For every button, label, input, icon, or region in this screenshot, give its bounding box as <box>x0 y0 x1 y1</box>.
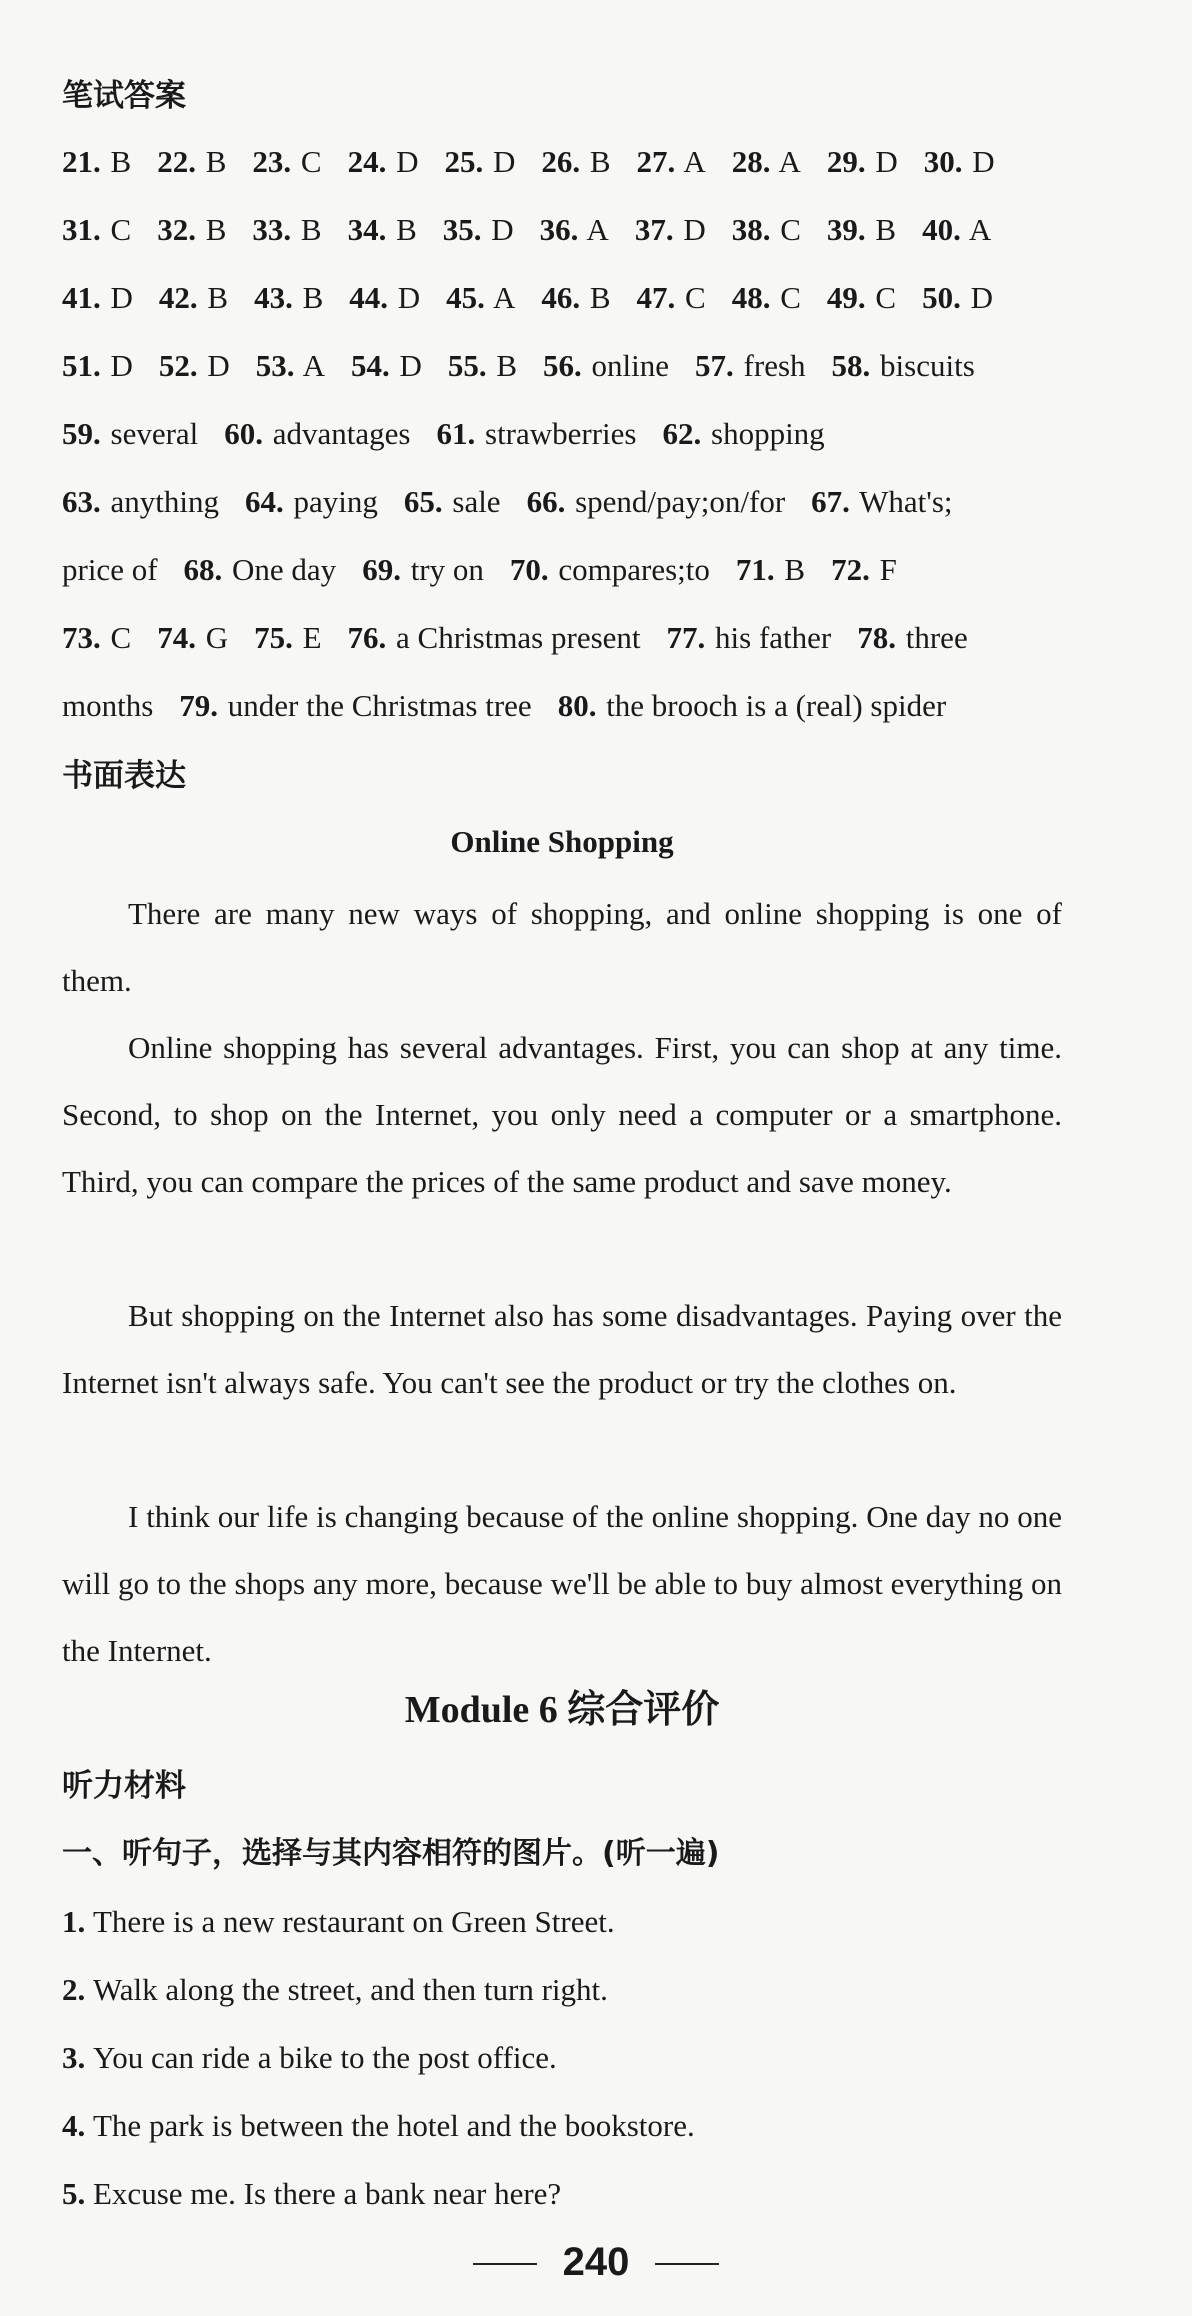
answer-item <box>245 482 378 522</box>
answer-item <box>62 550 158 590</box>
question-number: 42. <box>158 280 198 315</box>
question-number: 33. <box>252 212 292 247</box>
answer-value: B <box>102 144 132 179</box>
answer-value: under the Christmas tree <box>220 688 532 723</box>
answer-item <box>527 482 786 522</box>
question-number: 70. <box>509 552 549 587</box>
question-number: 39. <box>826 212 866 247</box>
answer-value: his father <box>707 620 832 655</box>
answer-item <box>922 210 991 250</box>
question-number: 79. <box>179 688 219 723</box>
question-number: 61. <box>436 416 476 451</box>
answer-item <box>157 210 226 250</box>
answer-item <box>695 346 805 386</box>
answer-row <box>62 618 994 658</box>
answer-value: B <box>197 144 227 179</box>
item-text: Excuse me. Is there a bank near here? <box>93 2176 562 2211</box>
item-number: 4. <box>62 2108 93 2143</box>
answer-item <box>827 278 896 318</box>
answer-value: B <box>199 280 229 315</box>
question-number: 67. <box>811 484 850 519</box>
question-number: 40. <box>922 212 961 247</box>
answer-value: shopping <box>703 416 825 451</box>
question-number: 50. <box>922 280 961 315</box>
answer-item <box>62 618 131 658</box>
answer-value: D <box>675 212 706 247</box>
essay-paragraph-2: Online shopping has several advantages. First, you can shop at any time. Second, to shop on the Internet, you only need a computer or a smartphone. Third, you can compare the prices of the same product and save money. <box>62 1030 1062 1199</box>
answer-value: B <box>776 552 806 587</box>
answer-value: D <box>867 144 898 179</box>
answer-value: A <box>486 280 516 315</box>
answer-item <box>437 414 637 454</box>
question-number: 32. <box>157 212 196 247</box>
answer-value: What's; <box>851 484 953 519</box>
answer-item <box>922 278 993 318</box>
answer-item <box>348 210 417 250</box>
answer-item <box>667 618 832 658</box>
listening-item <box>62 2038 557 2078</box>
answer-item <box>256 346 325 386</box>
answer-value: A <box>772 144 801 179</box>
answer-item <box>637 278 706 318</box>
question-number: 24. <box>347 144 387 179</box>
answer-item <box>446 278 515 318</box>
answer-item <box>62 414 198 454</box>
answer-value: B <box>582 144 611 179</box>
answer-value: C <box>677 280 706 315</box>
answer-item <box>857 618 967 658</box>
answer-value: C <box>772 280 801 315</box>
module-title: Module 6 综合评价 <box>404 1689 720 1731</box>
item-number: 1. <box>62 1904 93 1939</box>
answer-item <box>444 142 515 182</box>
answer-item <box>362 550 484 590</box>
question-number: 62. <box>662 416 702 451</box>
answer-value: B <box>388 212 417 247</box>
answer-value: F <box>871 552 897 587</box>
question-number: 56. <box>543 348 582 383</box>
item-number: 3. <box>62 2040 93 2075</box>
question-number: 54. <box>350 348 390 383</box>
answer-item <box>732 210 801 250</box>
answer-value: the brooch is a (real) spider <box>598 688 947 723</box>
answer-row <box>62 482 979 522</box>
answer-item <box>254 278 323 318</box>
question-number: 29. <box>826 144 866 179</box>
question-number: 31. <box>62 212 101 247</box>
question-number: 30. <box>923 144 963 179</box>
answer-item <box>62 142 131 182</box>
essay-paragraph-1: There are many new ways of shopping, and online shopping is one of them. <box>62 896 1062 998</box>
answer-item <box>157 618 228 658</box>
answer-value: B <box>293 212 322 247</box>
question-number: 25. <box>444 144 484 179</box>
question-number: 69. <box>362 552 401 587</box>
question-number: 55. <box>447 348 487 383</box>
answer-value: C <box>772 212 801 247</box>
essay-paragraph-3: But shopping on the Internet also has some disadvantages. Paying over the Internet isn't always safe. You can't see the product or try the clothes on. <box>62 1298 1062 1400</box>
question-number: 45. <box>446 280 485 315</box>
question-number: 75. <box>254 620 293 655</box>
answer-value: price of <box>62 552 158 587</box>
question-number: 28. <box>731 144 771 179</box>
answer-value: D <box>483 212 514 247</box>
answer-item <box>349 278 420 318</box>
question-number: 48. <box>731 280 771 315</box>
answer-value: advantages <box>265 416 411 451</box>
question-number: 64. <box>245 484 284 519</box>
answer-item <box>62 686 153 726</box>
question-number: 52. <box>158 348 198 383</box>
answer-value: D <box>964 144 995 179</box>
answer-value: B <box>294 280 324 315</box>
essay-paragraph-4: I think our life is changing because of the online shopping. One day no one will go to the shops any more, because we'll be able to buy almost everything on the Internet. <box>62 1499 1062 1668</box>
answer-row <box>62 414 851 454</box>
answer-value: paying <box>285 484 378 519</box>
question-number: 57. <box>695 348 734 383</box>
item-text: There is a new restaurant on Green Street. <box>93 1904 615 1939</box>
listening-instruction: 一、听句子，选择与其内容相符的图片。(听一遍) <box>62 1836 720 1871</box>
item-text: The park is between the hotel and the bookstore. <box>93 2108 695 2143</box>
question-number: 37. <box>634 212 674 247</box>
answer-row <box>62 686 972 726</box>
answer-item <box>184 550 337 590</box>
answer-value: One day <box>224 552 337 587</box>
answer-value: try on <box>402 552 484 587</box>
question-number: 34. <box>347 212 387 247</box>
answer-item <box>159 346 230 386</box>
answer-value: B <box>867 212 897 247</box>
section-heading-answers: 笔试答案 <box>62 78 186 114</box>
answer-value: biscuits <box>872 348 975 383</box>
question-number: 72. <box>831 552 870 587</box>
answer-item <box>541 142 610 182</box>
essay-title: Online Shopping <box>450 824 674 859</box>
answer-item <box>831 550 897 590</box>
question-number: 23. <box>252 144 292 179</box>
answer-value: spend/pay;on/for <box>567 484 786 519</box>
question-number: 58. <box>831 348 871 383</box>
answer-item <box>224 414 410 454</box>
listening-item <box>62 2174 561 2214</box>
question-number: 35. <box>442 212 482 247</box>
answer-value: B <box>582 280 611 315</box>
answer-value: three <box>898 620 968 655</box>
answer-item <box>62 482 219 522</box>
answer-value: D <box>199 348 230 383</box>
answer-item <box>510 550 710 590</box>
answer-value: G <box>197 620 229 655</box>
answer-value: A <box>580 212 609 247</box>
question-number: 43. <box>254 280 293 315</box>
answer-value: online <box>583 348 670 383</box>
answer-value: B <box>197 212 227 247</box>
answer-item <box>62 210 131 250</box>
question-number: 59. <box>62 416 101 451</box>
answer-value: A <box>962 212 992 247</box>
answer-item <box>635 210 706 250</box>
question-number: 76. <box>347 620 387 655</box>
answer-item <box>827 142 898 182</box>
answer-item <box>348 142 419 182</box>
answer-value: D <box>388 144 419 179</box>
answer-value: months <box>62 688 154 723</box>
answer-value: anything <box>102 484 219 519</box>
answer-value: D <box>102 348 133 383</box>
answer-item <box>832 346 975 386</box>
question-number: 41. <box>62 280 101 315</box>
question-number: 78. <box>857 620 896 655</box>
question-number: 65. <box>403 484 443 519</box>
answer-item <box>252 210 321 250</box>
answer-item <box>732 278 801 318</box>
answer-value: A <box>296 348 325 383</box>
answer-item <box>736 550 805 590</box>
answer-item <box>348 618 641 658</box>
answer-value: C <box>293 144 322 179</box>
question-number: 77. <box>666 620 706 655</box>
question-number: 47. <box>636 280 676 315</box>
item-number: 2. <box>62 1972 93 2007</box>
answer-item <box>62 346 133 386</box>
question-number: 80. <box>557 688 597 723</box>
question-number: 66. <box>526 484 566 519</box>
answer-item <box>252 142 321 182</box>
answer-row <box>62 142 1021 182</box>
answer-value: strawberries <box>477 416 637 451</box>
item-text: Walk along the street, and then turn right. <box>93 1972 608 2007</box>
question-number: 21. <box>62 144 101 179</box>
answer-item <box>62 278 133 318</box>
answer-row <box>62 550 923 590</box>
answer-value: fresh <box>735 348 806 383</box>
answer-value: sale <box>444 484 501 519</box>
answer-item <box>404 482 501 522</box>
answer-item <box>732 142 801 182</box>
answer-item <box>448 346 517 386</box>
answer-value: a Christmas present <box>388 620 641 655</box>
answer-value: B <box>488 348 518 383</box>
answer-item <box>157 142 226 182</box>
question-number: 44. <box>349 280 389 315</box>
answer-item <box>637 142 706 182</box>
listening-item <box>62 2106 695 2146</box>
question-number: 51. <box>62 348 101 383</box>
answer-value: D <box>485 144 516 179</box>
question-number: 71. <box>735 552 775 587</box>
answer-value: E <box>294 620 322 655</box>
section-heading-listening: 听力材料 <box>62 1768 186 1804</box>
answer-item <box>541 278 610 318</box>
question-number: 60. <box>224 416 264 451</box>
answer-item <box>443 210 514 250</box>
answer-value: D <box>962 280 993 315</box>
answer-item <box>558 686 947 726</box>
answer-item <box>924 142 995 182</box>
question-number: 36. <box>539 212 579 247</box>
answer-item <box>254 618 321 658</box>
item-text: You can ride a bike to the post office. <box>93 2040 557 2075</box>
answer-value: C <box>102 212 132 247</box>
answer-row <box>62 210 1017 250</box>
answer-value: A <box>677 144 706 179</box>
answer-row <box>62 346 1001 386</box>
answer-value: several <box>102 416 199 451</box>
answer-value: D <box>390 280 421 315</box>
listening-item <box>62 1902 615 1942</box>
answer-item <box>811 482 952 522</box>
question-number: 27. <box>636 144 676 179</box>
question-number: 53. <box>255 348 295 383</box>
question-number: 38. <box>731 212 771 247</box>
answer-value: C <box>867 280 897 315</box>
answer-item <box>543 346 669 386</box>
answer-item <box>179 686 531 726</box>
question-number: 46. <box>541 280 581 315</box>
answer-value: C <box>102 620 132 655</box>
question-number: 68. <box>183 552 223 587</box>
answer-value: D <box>391 348 422 383</box>
answer-item <box>663 414 825 454</box>
answer-value: compares;to <box>550 552 710 587</box>
question-number: 49. <box>826 280 866 315</box>
question-number: 63. <box>62 484 101 519</box>
answer-row <box>62 278 1019 318</box>
answer-item <box>827 210 896 250</box>
question-number: 74. <box>157 620 196 655</box>
question-number: 73. <box>62 620 101 655</box>
question-number: 22. <box>157 144 196 179</box>
item-number: 5. <box>62 2176 93 2211</box>
listening-item <box>62 1970 608 2010</box>
section-heading-writing: 书面表达 <box>62 758 186 794</box>
page-number: 240 <box>0 2240 1192 2285</box>
answer-item <box>159 278 228 318</box>
answer-value: D <box>102 280 133 315</box>
answer-item <box>351 346 422 386</box>
answer-item <box>540 210 609 250</box>
question-number: 26. <box>541 144 581 179</box>
